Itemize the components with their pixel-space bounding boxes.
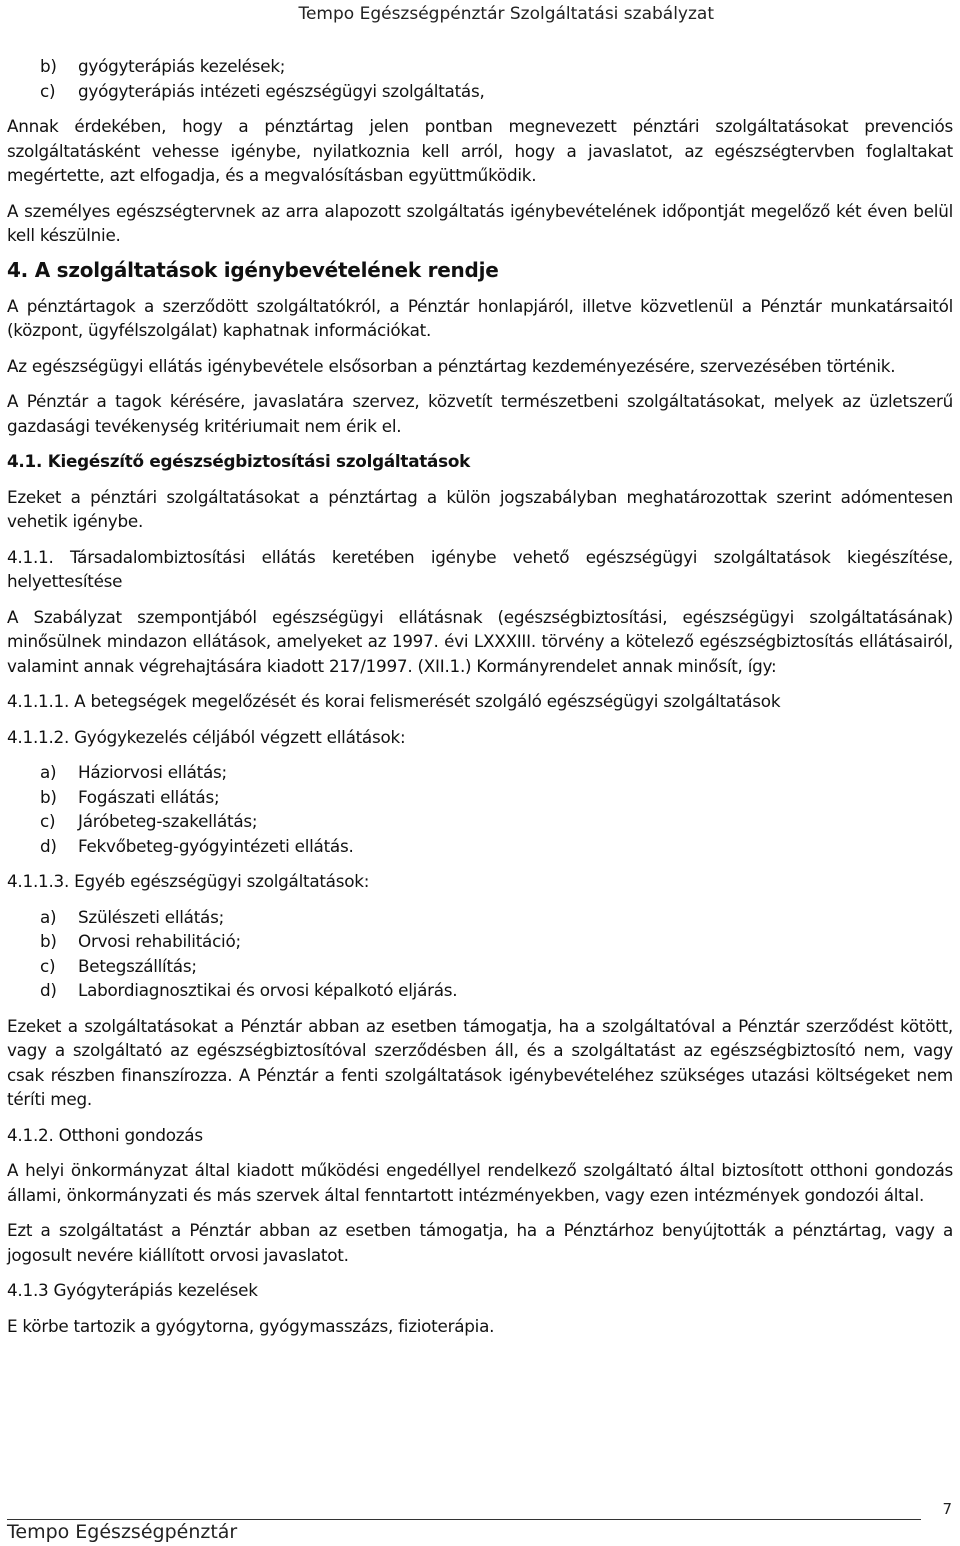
treatment-list (7, 760, 953, 858)
paragraph: A személyes egészségtervnek az arra alapozott szolgáltatás igénybevételének időpontját megelőző két éven belül kell készülnie. (7, 200, 953, 245)
footer-title: Tempo Egészségpénztár (7, 1521, 238, 1543)
list-marker: b) (40, 786, 57, 807)
top-list (7, 54, 953, 103)
list-text: gyógyterápiás intézeti egészségügyi szolgáltatás, (78, 80, 485, 101)
list-item (40, 79, 953, 104)
section-heading: 4. A szolgáltatások igénybevételének rendje (7, 257, 499, 282)
paragraph: Annak érdekében, hogy a pénztártag jelen pontban megnevezett pénztári szolgáltatásokat prevenciós szolgáltatásként vehesse igénybe, nyilatkoznia kell arról, hogy a javaslatot, az egészségtervben foglaltakat megértette, azt elfogadja, és a megvalósításban együttműködik. (7, 116, 953, 185)
list-marker: b) (40, 56, 57, 76)
list-text: Fekvőbeteg-gyógyintézeti ellátás. (78, 835, 354, 856)
document-body (7, 54, 953, 1338)
list-marker: d) (40, 980, 57, 1000)
list-text: gyógyterápiás kezelések; (78, 56, 286, 76)
paragraph: Ezt a szolgáltatást a Pénztár abban az esetben támogatja, ha a Pénztárhoz benyújtották a pénztártag, vagy a jogosult nevére kiállított orvosi javaslatot. (7, 1220, 953, 1265)
subsection-heading: 4.1.3 Gyógyterápiás kezelések (7, 1280, 258, 1300)
paragraph: A pénztártagok a szerződött szolgáltatókról, a Pénztár honlapjáról, illetve közvetlenül a Pénztár munkatársaitól (központ, ügyfélszolgálat) kaphatnak információkat. (7, 295, 953, 340)
paragraph: A Szabályzat szempontjából egészségügyi ellátásnak (egészségbiztosítási, egészségügyi szolgáltatásának) minősülnek mindazon ellátások, amelyeket az 1997. évi LXXXIII. törvény a kötelező egészségbiztosítás ellátásairól, valamint annak végrehajtására kiadott 217/1997. (XII.1.) Kormányrendelet annak minősít, így: (7, 606, 953, 676)
paragraph: Ezeket a szolgáltatásokat a Pénztár abban az esetben támogatja, ha a szolgáltatóval a Pénztár szerződést kötött, vagy a szolgáltató az egészségbiztosítóval szerződésben áll, és a szolgáltatást az egészségbiztosító nem, vagy csak részben finanszírozza. A Pénztár a fenti szolgáltatások igénybevételéhez szükséges utazási költségeket nem téríti meg. (7, 1015, 953, 1109)
list-text: Háziorvosi ellátás; (78, 762, 227, 782)
list-marker: d) (40, 835, 57, 856)
page-number: 7 (942, 1500, 952, 1518)
subsection-heading: 4.1.1.2. Gyógykezelés céljából végzett ellátások: (7, 726, 406, 747)
paragraph: E körbe tartozik a gyógytorna, gyógymasszázs, fizioterápia. (7, 1315, 495, 1336)
list-item (40, 54, 953, 79)
subsection-heading: 4.1. Kiegészítő egészségbiztosítási szolgáltatások (7, 451, 471, 471)
subsection-heading: 4.1.1.3. Egyéb egészségügyi szolgáltatások: (7, 871, 370, 891)
list-item (40, 834, 953, 859)
paragraph: Az egészségügyi ellátás igénybevétele elsősorban a pénztártag kezdeményezésére, szervezésében történik. (7, 355, 896, 376)
list-marker: a) (40, 762, 57, 782)
footer-divider (7, 1519, 921, 1520)
list-item (40, 809, 953, 834)
paragraph: A helyi önkormányzat által kiadott működési engedéllyel rendelkező szolgáltató által biztosított otthoni gondozás állami, önkormányzati és más szervek által fenntartott intézményekben, vagy ezen intézmények gondozói által. (7, 1160, 953, 1205)
subsection-heading: 4.1.1.1. A betegségek megelőzését és korai felismerését szolgáló egészségügyi szolgáltatások (7, 691, 781, 711)
list-item (40, 954, 953, 979)
list-marker: a) (40, 906, 57, 927)
subsection-heading: 4.1.2. Otthoni gondozás (7, 1124, 203, 1145)
list-item (40, 760, 953, 785)
list-item (40, 929, 953, 954)
list-text: Szülészeti ellátás; (78, 906, 224, 927)
paragraph: Ezeket a pénztári szolgáltatásokat a pénztártag a külön jogszabályban meghatározottak szerint adómentesen vehetik igénybe. (7, 486, 953, 531)
list-marker: c) (40, 811, 56, 831)
list-text: Fogászati ellátás; (78, 786, 220, 807)
list-item (40, 785, 953, 810)
list-text: Labordiagnosztikai és orvosi képalkotó eljárás. (78, 980, 458, 1000)
other-services-list (7, 905, 953, 1003)
running-header: Tempo Egészségpénztár Szolgáltatási szabályzat (298, 4, 714, 24)
list-marker: c) (40, 955, 56, 976)
list-item (40, 905, 953, 930)
subsection-heading: 4.1.1. Társadalombiztosítási ellátás keretében igénybe vehető egészségügyi szolgáltatások kiegészítése, helyettesítése (7, 546, 953, 591)
list-marker: c) (40, 80, 56, 101)
list-text: Orvosi rehabilitáció; (78, 931, 241, 951)
paragraph: A Pénztár a tagok kérésére, javaslatára szervez, közvetít természetbeni szolgáltatásokat, melyek az üzletszerű gazdasági tevékenység kritériumait nem érik el. (7, 391, 953, 436)
list-text: Betegszállítás; (78, 955, 197, 976)
list-marker: b) (40, 931, 57, 951)
list-item (40, 978, 953, 1003)
list-text: Járóbeteg-szakellátás; (78, 811, 258, 831)
